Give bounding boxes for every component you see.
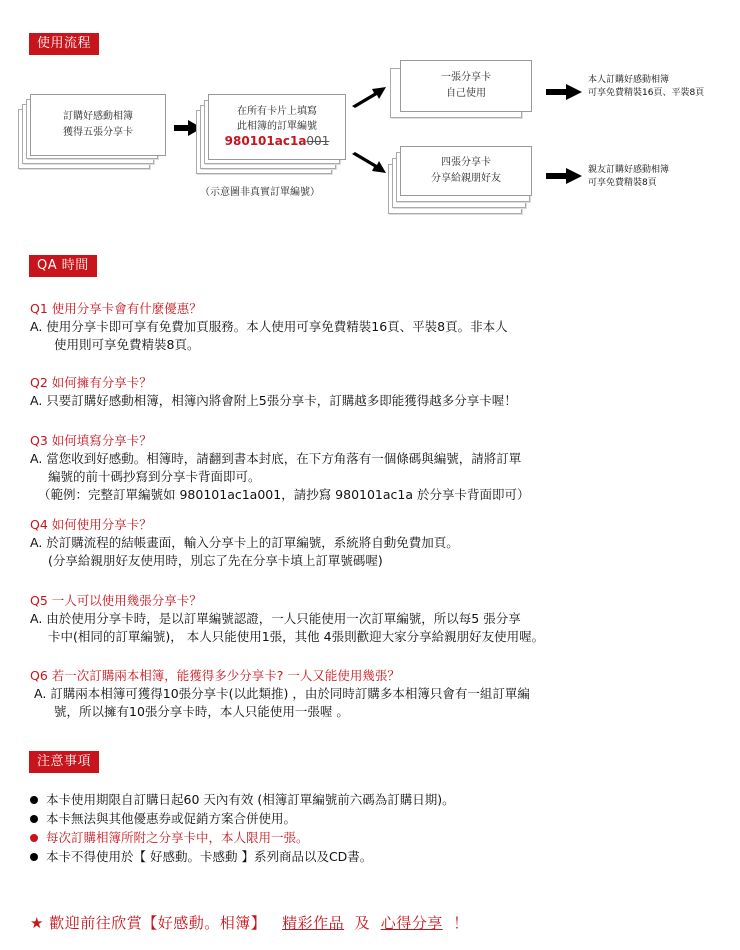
answer-line: (分享給親朋好友使用時，別忘了先在分享卡填上訂單號碼喔) [48,553,383,568]
answer-line: 使用則可享免費精裝8頁。 [54,337,200,352]
card-order-album [30,94,166,156]
flow-caption: （示意圖非真實訂單編號） [200,187,320,198]
answer-line: （範例：完整訂單編號如 980101ac1a001，請抄寫 980101ac1a 於分享卡背面即可） [38,487,530,502]
qa-item [30,300,720,354]
card-line: 獲得五張分享卡 [63,127,133,138]
result-friends: 親友訂購好感動相簿 可享免費精裝8頁 [588,165,670,188]
answer-line: A. 使用分享卡即可享有免費加頁服務。本人使用可享免費精裝16頁、平裝8頁。非本人 [30,319,508,334]
arrow-down-right-icon [352,152,386,176]
footer-banner [30,912,469,933]
question: Q1 使用分享卡會有什麼優惠？ [30,301,202,316]
answer-line: 卡中(相同的訂單編號)， 本人只能使用1張，其他 4張則歡迎大家分享給親朋好友使用喔。 [48,629,545,644]
qa-item [30,667,720,721]
section-tag-qa: QA 時間 [29,255,97,277]
section-tag-flow: 使用流程 [29,33,99,55]
card-line: 訂購好感動相簿 [63,111,133,122]
card-self-use [400,60,532,112]
note-item: 本卡使用期限自訂購日起60 天內有效 (相簿訂單編號前六碼為訂購日期)。 [30,790,720,809]
bullet-icon [30,853,38,861]
qa-item [30,516,720,570]
arrow-right-icon [546,168,582,184]
bullet-icon [30,796,38,804]
notes-list [30,790,720,866]
answer-line: A. 由於使用分享卡時，是以訂單編號認證，一人只能使用一次訂單編號，所以每5 張分享 [30,611,521,626]
qa-item [30,592,720,646]
bullet-icon [30,815,38,823]
arrow-up-right-icon [352,84,386,108]
answer-line: 編號的前十碼抄寫到分享卡背面即可。 [48,469,261,484]
answer-line: A. 當您收到好感動。相簿時，請翻到書本封底，在下方角落有一個條碼與編號，請將訂單 [30,451,522,466]
question: Q2 如何擁有分享卡？ [30,375,152,390]
qa-item [30,374,720,410]
card-line: 此相簿的訂單編號 [237,121,317,132]
card-line: 一張分享卡 [441,72,491,83]
question: Q3 如何填寫分享卡？ [30,433,152,448]
link-works[interactable]: 精彩作品 [282,914,345,932]
card-line: 四張分享卡 [441,157,491,168]
order-code-suffix: 001 [306,134,330,148]
answer-line: 號，所以擁有10張分享卡時，本人只能使用一張喔 。 [54,704,349,719]
star-icon: ★ [30,914,44,932]
section-tag-notes: 注意事項 [29,751,99,773]
question: Q6 若一次訂購兩本相簿，能獲得多少分享卡? 一人又能使用幾張？ [30,668,400,683]
card-fill-order-number [208,94,346,160]
footer-lead: 歡迎前往欣賞【好感動。相簿】 [49,914,267,932]
card-line: 在所有卡片上填寫 [237,106,317,117]
answer-line: A. 訂購兩本相簿可獲得10張分享卡(以此類推) ，由於同時訂購多本相簿只會有一組訂單編 [34,686,530,701]
note-item: 本卡無法與其他優惠券或促銷方案合併使用。 [30,809,720,828]
answer-line: A. 於訂購流程的結帳畫面，輸入分享卡上的訂單編號，系統將自動免費加頁。 [30,535,459,550]
note-item-highlight: 每次訂購相簿所附之分享卡中，本人限用一張。 [30,828,720,847]
footer-mid: 及 [354,914,371,932]
card-share-friends [400,146,532,196]
order-code: 980101ac1a [224,134,307,148]
note-item: 本卡不得使用於【 好感動。卡感動 】系列商品以及CD書。 [30,847,720,866]
footer-end: ！ [453,914,469,932]
qa-item [30,432,720,504]
card-line: 分享給親朋好友 [431,173,501,184]
arrow-right-icon [546,84,582,100]
question: Q5 一人可以使用幾張分享卡？ [30,593,202,608]
bullet-icon [30,834,38,842]
question: Q4 如何使用分享卡？ [30,517,152,532]
answer-line: A. 只要訂購好感動相簿，相簿內將會附上5張分享卡，訂購越多即能獲得越多分享卡喔！ [30,393,517,408]
link-reviews[interactable]: 心得分享 [380,914,443,932]
card-line: 自己使用 [446,88,486,99]
result-self: 本人訂購好感動相簿 可享免費精裝16頁、平裝8頁 [588,75,705,98]
